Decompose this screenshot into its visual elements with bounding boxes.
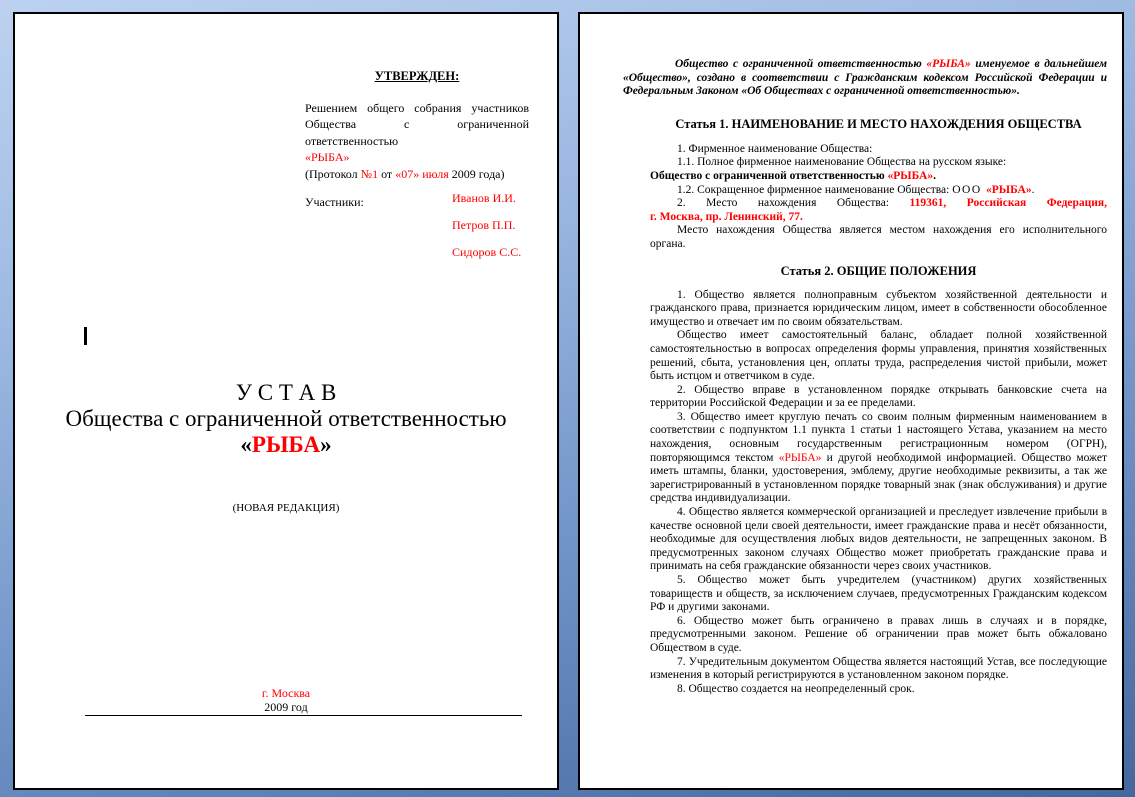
page-2-content xyxy=(580,14,1122,788)
ooo-abbreviation: ООО xyxy=(952,183,987,196)
protocol-date: «07» июля xyxy=(395,166,449,181)
article-1-item-1-1: 1.1. Полное фирменное наименование Общества на русском языке: xyxy=(677,156,1007,169)
address-label: 2. Место нахождения Общества: xyxy=(677,197,910,210)
approval-line: Общества с ограниченной ответственностью xyxy=(305,117,529,148)
shortname-text: . xyxy=(1031,183,1035,196)
company-name-ref: «РЫБА» xyxy=(926,58,971,70)
company-name: РЫБА xyxy=(251,432,321,457)
protocol-year: 2009 года) xyxy=(448,166,505,181)
document-subtitle: Общества с ограниченной ответственностью xyxy=(65,406,507,431)
address-part-2: г. Москва, пр. Ленинский, 77. xyxy=(650,210,803,223)
article-2-paragraph-5: 5. Общество может быть учредителем (участником) других хозяйственных товариществ и обществ, за исключением случаев, предусмотренных Гражданским кодексом РФ и другими законами. xyxy=(650,574,1107,614)
protocol-text: от xyxy=(378,166,396,181)
quote-open: « xyxy=(240,432,252,457)
edition-note: (НОВАЯ РЕДАКЦИЯ) xyxy=(232,502,340,514)
participant-name: Иванов И.И. xyxy=(452,191,516,205)
text-insertion-cursor xyxy=(84,327,87,345)
participant-name: Петров П.П. xyxy=(452,218,516,232)
article-2-paragraph-1b: Общество имеет самостоятельный баланс, обладает полной хозяйственной самостоятельностью в вопросах определения формы управления, принятия хозяйственных решений, сбыта, установления цен, оплаты труда, распределения чистой прибыли, может быть истцом и ответчиком в суде. xyxy=(650,329,1107,383)
footer-divider-line xyxy=(85,715,522,716)
approval-line xyxy=(305,149,529,166)
article-1-location-note: Место нахождения Общества является местом нахождения его исполнительного органа. xyxy=(650,224,1107,250)
intro-paragraph xyxy=(623,58,1107,99)
article-2-paragraph-2: 2. Общество вправе в установленном порядке открывать банковские счета на территории Российской Федерации и за ее пределами. xyxy=(650,383,1107,410)
company-name-ref: «РЫБА» xyxy=(778,451,822,464)
article-1-heading: Статья 1. НАИМЕНОВАНИЕ И МЕСТО НАХОЖДЕНИЯ ОБЩЕСТВА xyxy=(675,116,1082,131)
article-2-paragraph-4: 4. Общество является коммерческой организацией и преследует извлечение прибыли в качестве основной цели своей деятельности, имеет гражданские права и несёт обязанности, необходимые для осуществления любых видов деятельности, не запрещенных законом. В предусмотренных законом случаях Общество может приобретать гражданские права и принимать на себя гражданские обязанности через своих участников. xyxy=(650,506,1107,573)
document-page-2[interactable] xyxy=(578,12,1124,790)
approval-protocol-line xyxy=(305,166,529,183)
article-2-heading: Статья 2. ОБЩИЕ ПОЛОЖЕНИЯ xyxy=(780,263,977,278)
address-part-1: 119361, Российская Федерация, xyxy=(909,197,1107,210)
fullname-text: . xyxy=(933,169,936,182)
paragraph-text: и другой необходимой информацией. Общество может иметь штампы, бланки, удостоверения, эмблему, другие необходимые реквизиты, а так же зарегистрированный в установленном порядке товарный знак (знак обслуживания) и другие средства индивидуализации. xyxy=(650,451,1107,505)
participant-name: Сидоров С.С. xyxy=(452,245,522,259)
article-1-item-1: 1. Фирменное наименование Общества: xyxy=(677,142,873,155)
article-1-item-1-2 xyxy=(650,184,1107,198)
year-line: 2009 год xyxy=(264,700,308,714)
intro-text: именуемое в дальнейшем «Общество», создано в соответствии с Гражданским кодексом Российской Федерации и Федеральным Законом «Об Обществах с ограниченной ответственностью». xyxy=(623,58,1108,98)
article-2-paragraph-6: 6. Общество может быть ограничено в правах лишь в случаях и в порядке, предусмотренными законом. Решение об ограничении прав может быть обжаловано Обществом в суде. xyxy=(650,614,1107,654)
article-2-paragraph-3 xyxy=(650,411,1107,506)
article-1-item-2-address xyxy=(650,197,1107,211)
fullname-text: Общество с ограниченной ответственностью xyxy=(650,169,888,182)
protocol-number: №1 xyxy=(360,166,379,181)
intro-text: Общество с ограниченной ответственностью xyxy=(675,58,927,70)
article-2-paragraph-7: 7. Учредительным документом Общества является настоящий Устав, все последующие изменения в который регистрируются в установленном законом порядке. xyxy=(650,655,1107,682)
company-name-ref: «РЫБА» xyxy=(305,150,350,164)
participants-list xyxy=(452,190,521,271)
approval-line: Решением общего собрания участников xyxy=(305,100,529,115)
company-name-line xyxy=(15,432,557,458)
city-line: г. Москва xyxy=(261,686,311,700)
document-page-1[interactable] xyxy=(13,12,559,790)
document-title: У С Т А В xyxy=(235,380,337,405)
title-footer xyxy=(15,686,557,714)
protocol-text: (Протокол xyxy=(305,166,361,181)
approved-heading: УТВЕРЖДЕН: xyxy=(374,69,460,83)
quote-close: » xyxy=(320,432,332,457)
full-company-name-line xyxy=(650,170,1107,184)
company-name-ref: «РЫБА» xyxy=(986,183,1032,196)
paragraph-text: 3. Общество имеет круглую печать со своим полным фирменным наименованием в соответствии с подпунктом 1.1 пункта 1 статьи 1 настоящего Устава, указанием на место нахождения, основным государственным регистрационным номером (ОГРН), повторяющимся текстом xyxy=(650,410,1107,464)
article-2-paragraph-1: 1. Общество является полноправным субъектом хозяйственной деятельности и гражданского права, признается юридическим лицом, имеет в собственности обособленное имущество и отвечает им по своим обязательствам. xyxy=(650,288,1107,328)
company-name-ref: «РЫБА» xyxy=(887,169,934,182)
title-block xyxy=(15,380,557,515)
article-2-paragraph-8: 8. Общество создается на неопределенный срок. xyxy=(677,682,915,695)
participants-label: Участники: xyxy=(305,195,364,209)
shortname-text: 1.2. Сокращенное фирменное наименование Общества: xyxy=(677,183,953,196)
